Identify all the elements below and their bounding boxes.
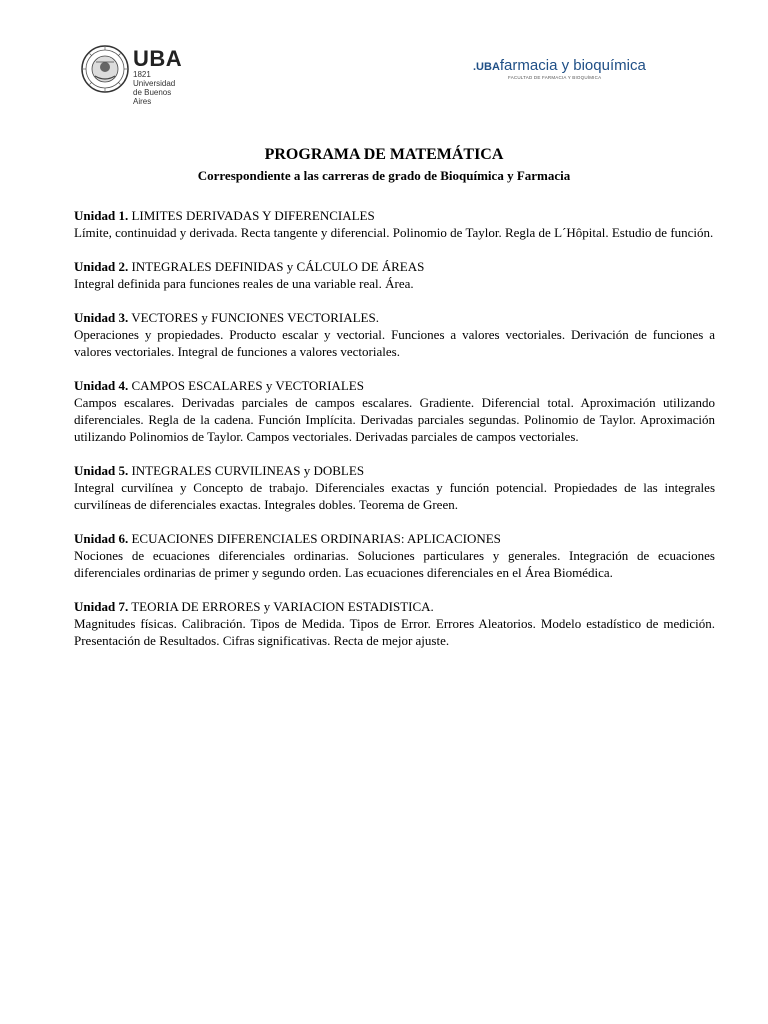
unit-label: Unidad 5. [74, 463, 129, 478]
unit-2 [74, 258, 715, 292]
unit-7 [74, 598, 715, 649]
unit-description: Integral curvilínea y Concepto de trabajo. Diferenciales exactas y función potencial. Propiedades de las integrales curvilíneas de diferenciales exactas. Integrales dobles. Teorema de Green. [74, 480, 715, 512]
document-title: PROGRAMA DE MATEMÁTICA [264, 146, 504, 163]
unit-label: Unidad 1. [74, 208, 129, 223]
faculty-logo-name: farmacia y bioquímica [499, 57, 646, 74]
unit-label: Unidad 6. [74, 531, 129, 546]
unit-title: TEORIA DE ERRORES y VARIACION ESTADISTICA. [131, 599, 434, 614]
uba-logo-caption [133, 70, 190, 106]
unit-title: CAMPOS ESCALARES y VECTORIALES [131, 378, 364, 393]
unit-label: Unidad 4. [74, 378, 129, 393]
faculty-logo [473, 57, 646, 80]
faculty-logo-wordmark [473, 57, 646, 74]
document-subtitle: Correspondiente a las carreras de grado de Bioquímica y Farmacia [197, 168, 571, 183]
unit-description: Magnitudes físicas. Calibración. Tipos de Medida. Tipos de Error. Errores Aleatorios. Modelo estadístico de medición. Presentación de Resultados. Cifras significativas. Recta de mejor ajuste. [74, 616, 715, 648]
unit-5 [74, 462, 715, 513]
uba-logo-line2: de Buenos Aires [133, 88, 172, 106]
uba-logo [80, 44, 190, 106]
unit-title: INTEGRALES CURVILINEAS y DOBLES [131, 463, 365, 478]
page-header [0, 0, 768, 110]
unit-heading [74, 598, 715, 615]
unit-title: VECTORES y FUNCIONES VECTORIALES. [131, 310, 379, 325]
unit-description: Límite, continuidad y derivada. Recta tangente y diferencial. Polinomio de Taylor. Regla de L´Hôpital. Estudio de función. [74, 225, 714, 240]
unit-heading [74, 377, 715, 394]
unit-heading [74, 462, 715, 479]
unit-heading [74, 207, 715, 224]
unit-title: LIMITES DERIVADAS Y DIFERENCIALES [131, 208, 375, 223]
unit-description: Nociones de ecuaciones diferenciales ordinarias. Soluciones particulares y generales. Integración de ecuaciones diferenciales ordinarias de primer y segundo orden. Las ecuaciones diferenciales en el Área Biomédica. [74, 548, 715, 580]
unit-heading [74, 258, 715, 275]
unit-description: Campos escalares. Derivadas parciales de campos escalares. Gradiente. Diferencial total. Aproximación utilizando diferenciales. Regla de la cadena. Función Implícita. Derivadas parciales segundas. Polinomio de Taylor. Aproximación utilizando Polinomios de Taylor. Campos vectoriales. Derivadas parciales de campos vectoriales. [74, 395, 715, 444]
uba-wordmark: UBA [133, 46, 183, 71]
uba-logo-year: 1821 [133, 70, 151, 79]
unit-1 [74, 207, 715, 241]
units-list [74, 207, 715, 666]
unit-3 [74, 309, 715, 360]
university-seal-icon [80, 44, 130, 94]
unit-label: Unidad 2. [74, 259, 129, 274]
faculty-logo-subtitle: FACULTAD DE FARMACIA Y BIOQUÍMICA [508, 75, 602, 80]
unit-title: ECUACIONES DIFERENCIALES ORDINARIAS: APLICACIONES [131, 531, 501, 546]
unit-6 [74, 530, 715, 581]
uba-logo-line1: Universidad [133, 79, 176, 88]
unit-4 [74, 377, 715, 445]
unit-label: Unidad 3. [74, 310, 129, 325]
unit-title: INTEGRALES DEFINIDAS y CÁLCULO DE ÁREAS [131, 259, 425, 274]
unit-heading [74, 309, 715, 326]
unit-heading [74, 530, 715, 547]
unit-description: Operaciones y propiedades. Producto escalar y vectorial. Funciones a valores vectoriales. Derivación de funciones a valores vectoriales. Integral de funciones a valores vectoriales. [74, 327, 715, 359]
faculty-logo-prefix: .UBA [473, 61, 500, 73]
unit-label: Unidad 7. [74, 599, 129, 614]
unit-description: Integral definida para funciones reales de una variable real. Área. [74, 276, 414, 291]
